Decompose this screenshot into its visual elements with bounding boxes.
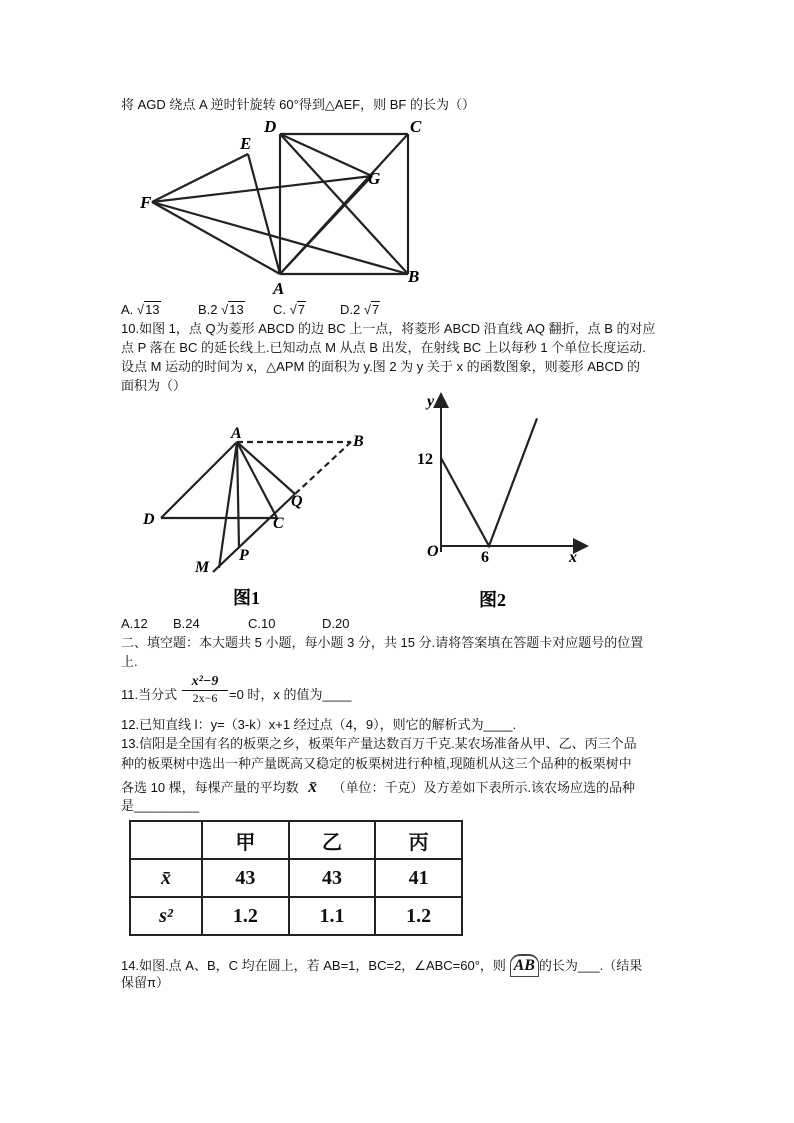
q9-option-c: C. √7 xyxy=(273,302,305,317)
label-B: B xyxy=(408,267,420,286)
q10-line-2: 点 P 落在 BC 的延长线上.已知动点 M 从点 B 出发，在射线 BC 上以每秒 1 个单位长度运动. xyxy=(121,340,646,355)
section-2-line-1: 二、填空题：本大题共 5 小题，每小题 3 分，共 15 分.请将答案填在答题卡对应题号的位置 xyxy=(121,635,644,650)
arc-ab: AB xyxy=(510,954,539,977)
fig1-label-P: P xyxy=(239,547,249,564)
q13-line-3: 各选 10 棵，每棵产量的平均数 x̄ （单位：千克）及方差如下表所示.该农场应选的品种 xyxy=(121,777,636,796)
origin-label: O xyxy=(427,543,439,560)
table-cell xyxy=(130,821,202,859)
label-A: A xyxy=(273,279,285,298)
q9-option-a: A. √13 xyxy=(121,302,160,317)
q12-text: 12.已知直线 l：y=（3-k）x+1 经过点（4，9），则它的解析式为____. xyxy=(121,717,517,732)
q11-denominator: 2x−6 xyxy=(192,691,218,705)
section-2-line-2: 上. xyxy=(121,654,138,669)
table-cell: 甲 xyxy=(202,821,289,859)
q9-figure xyxy=(118,116,454,302)
q9-option-b: B.2 √13 xyxy=(198,302,244,317)
fig1-label-A: A xyxy=(231,425,242,442)
q10-figure-1 xyxy=(135,420,375,610)
fig1-label-B: B xyxy=(353,433,364,450)
q11-numerator: x²−9 xyxy=(182,673,228,691)
label-D: D xyxy=(264,117,277,136)
table-row xyxy=(130,859,462,897)
table-cell: 1.2 xyxy=(202,897,289,935)
q13-line-2: 种的板栗树中选出一种产量既高又稳定的板栗树进行种植,现随机从这三个品种的板栗树中 xyxy=(121,756,632,771)
q10-option-d: D.20 xyxy=(322,616,350,631)
q10-line-4: 面积为（） xyxy=(121,378,187,393)
label-F: F xyxy=(140,193,152,212)
fig1-label-C: C xyxy=(273,515,284,532)
label-G: G xyxy=(368,169,381,188)
table-cell: 1.2 xyxy=(375,897,462,935)
label-C: C xyxy=(410,117,422,136)
x-axis-label: x xyxy=(569,549,577,566)
q14-line-2: 保留π） xyxy=(121,975,169,990)
table-cell: x̄ xyxy=(130,859,202,897)
q11-prefix: 11.当分式 xyxy=(121,687,178,702)
q10-option-a: A.12 xyxy=(121,616,148,631)
q9-option-d: D.2 √7 xyxy=(340,302,380,317)
table-cell: 丙 xyxy=(375,821,462,859)
table-cell: 41 xyxy=(375,859,462,897)
fig1-label-Q: Q xyxy=(291,493,303,510)
q11-fraction xyxy=(182,673,228,706)
fig1-label-M: M xyxy=(195,559,210,576)
mean-symbol: x̄ xyxy=(308,777,317,796)
label-E: E xyxy=(240,134,252,153)
table-header-row xyxy=(130,821,462,859)
fig2-caption: 图2 xyxy=(479,590,506,610)
fig1-label-D: D xyxy=(143,511,155,528)
fig1-caption: 图1 xyxy=(233,588,260,608)
q13-line-1: 13.信阳是全国有名的板栗之乡，板栗年产量达数百万千克.某农场准备从甲、乙、丙三个品 xyxy=(121,736,637,751)
q10-line-1: 10.如图 1，点 Q为菱形 ABCD 的边 BC 上一点，将菱形 ABCD 沿直线 AQ 翻折，点 B 的对应 xyxy=(121,321,656,336)
variety-table xyxy=(129,820,463,936)
q10-line-3: 设点 M 运动的时间为 x，△APM 的面积为 y.图 2 为 y 关于 x 的函数图象，则菱形 ABCD 的 xyxy=(121,359,640,374)
q14-line-1: 14.如图.点 A、B，C 均在圆上，若 AB=1，BC=2，∠ABC=60°，则 AB 的长为___.（结果 xyxy=(121,954,642,977)
function-graph xyxy=(441,418,537,546)
table-cell: s² xyxy=(130,897,202,935)
y-axis-label: y xyxy=(427,393,435,410)
q10-option-b: B.24 xyxy=(173,616,200,631)
y-tick-12: 12 xyxy=(417,451,433,468)
q10-option-c: C.10 xyxy=(248,616,276,631)
x-tick-6: 6 xyxy=(481,549,489,566)
q10-figure-2 xyxy=(405,392,595,617)
q11-suffix: =0 时，x 的值为____ xyxy=(229,687,352,702)
table-cell: 43 xyxy=(202,859,289,897)
table-cell: 1.1 xyxy=(289,897,376,935)
table-cell: 乙 xyxy=(289,821,376,859)
table-cell: 43 xyxy=(289,859,376,897)
table-row xyxy=(130,897,462,935)
q9-stem: 将 AGD 绕点 A 逆时针旋转 60°得到△AEF，则 BF 的长为（） xyxy=(121,97,475,112)
q13-line-4: 是_________ xyxy=(121,798,200,813)
